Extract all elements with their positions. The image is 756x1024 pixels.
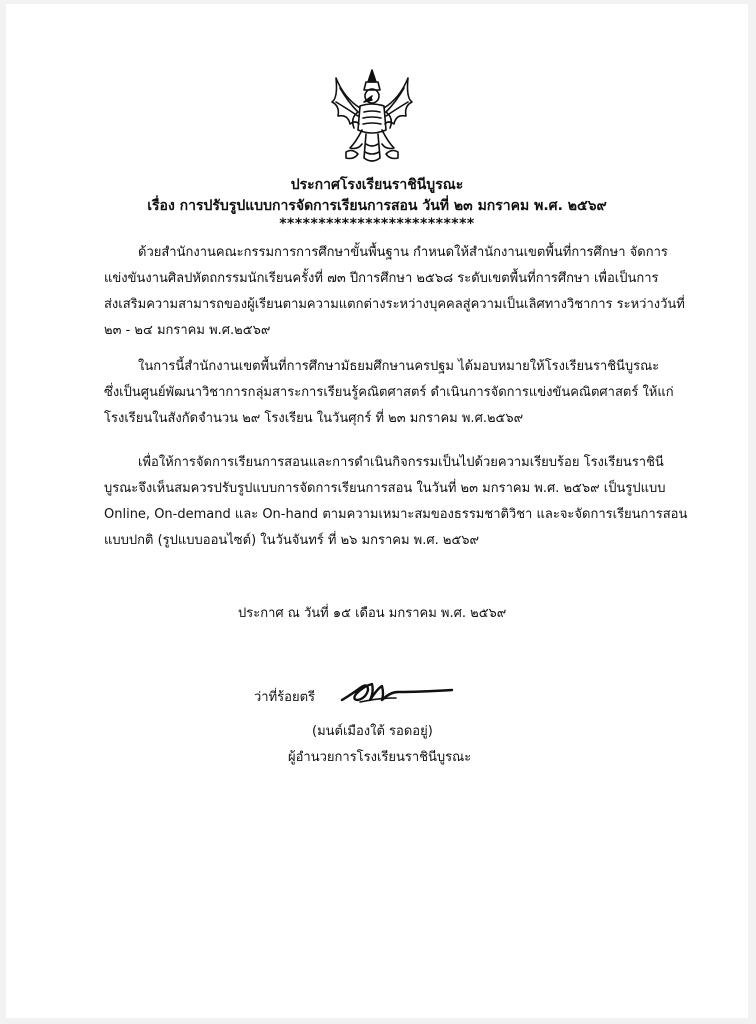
title-separator: ************************* — [279, 216, 475, 232]
paragraph-3 — [104, 450, 686, 554]
announcement-title: ประกาศโรงเรียนราชินีบูรณะ — [290, 177, 464, 193]
paragraph-line: บูรณะจึงเห็นสมควรปรับรูปแบบการจัดการเรียนการสอน ในวันที่ ๒๓ มกราคม พ.ศ. ๒๕๖๙ เป็นรูปแบบ — [104, 481, 666, 496]
paragraph-line: เพื่อให้การจัดการเรียนการสอนและการดำเนินกิจกรรมเป็นไปด้วยความเรียบร้อย โรงเรียนราชินี — [138, 455, 664, 470]
paragraph-line: Online, On-demand และ On-hand ตามความเหมาะสมของธรรมชาติวิชา และจะจัดการเรียนการสอน — [104, 507, 688, 522]
signer-position: ผู้อำนวยการโรงเรียนราชินีบูรณะ — [288, 750, 472, 765]
document-page — [6, 4, 748, 1018]
signer-rank: ว่าที่ร้อยตรี — [254, 690, 316, 705]
handwritten-signature — [338, 676, 458, 706]
garuda-emblem-icon — [328, 68, 416, 164]
paragraph-line: ด้วยสำนักงานคณะกรรมการการศึกษาขั้นพื้นฐาน กำหนดให้สำนักงานเขตพื้นที่การศึกษา จัดการ — [138, 245, 668, 260]
paragraph-line: ในการนี้สำนักงานเขตพื้นที่การศึกษามัธยมศึกษานครปฐม ได้มอบหมายให้โรงเรียนราชินีบูรณะ — [138, 359, 660, 374]
paragraph-line: แบบปกติ (รูปแบบออนไซต์) ในวันจันทร์ ที่ ๒๖ มกราคม พ.ศ. ๒๕๖๙ — [104, 533, 480, 548]
paragraph-line: ซึ่งเป็นศูนย์พัฒนาวิชาการกลุ่มสาระการเรียนรู้คณิตศาสตร์ ดำเนินการจัดการแข่งขันคณิตศาสตร์ ให้แก่ — [104, 385, 674, 400]
paragraph-1 — [104, 240, 686, 344]
paragraph-line: ส่งเสริมความสามารถของผู้เรียนตามความแตกต่างระหว่างบุคคลสู่ความเป็นเลิศทางวิชาการ ระหว่างวันที่ — [104, 297, 685, 312]
paragraph-line: แข่งขันงานศิลปหัตถกรรมนักเรียนครั้งที่ ๗๓ ปีการศึกษา ๒๕๖๘ ระดับเขตพื้นที่การศึกษา เพื่อเป็นการ — [104, 271, 659, 286]
announce-date: ประกาศ ณ วันที่ ๑๕ เดือน มกราคม พ.ศ. ๒๕๖๙ — [238, 606, 507, 621]
announcement-subject: เรื่อง การปรับรูปแบบการจัดการเรียนการสอน วันที่ ๒๓ มกราคม พ.ศ. ๒๕๖๙ — [147, 198, 607, 214]
paragraph-2 — [104, 354, 686, 432]
paragraph-line: โรงเรียนในสังกัดจำนวน ๒๙ โรงเรียน ในวันศุกร์ ที่ ๒๓ มกราคม พ.ศ.๒๕๖๙ — [104, 411, 524, 426]
paragraph-line: ๒๓ - ๒๔ มกราคม พ.ศ.๒๕๖๙ — [104, 323, 271, 338]
signer-name: (มนต์เมืองใต้ รอดอยู่) — [312, 724, 433, 739]
